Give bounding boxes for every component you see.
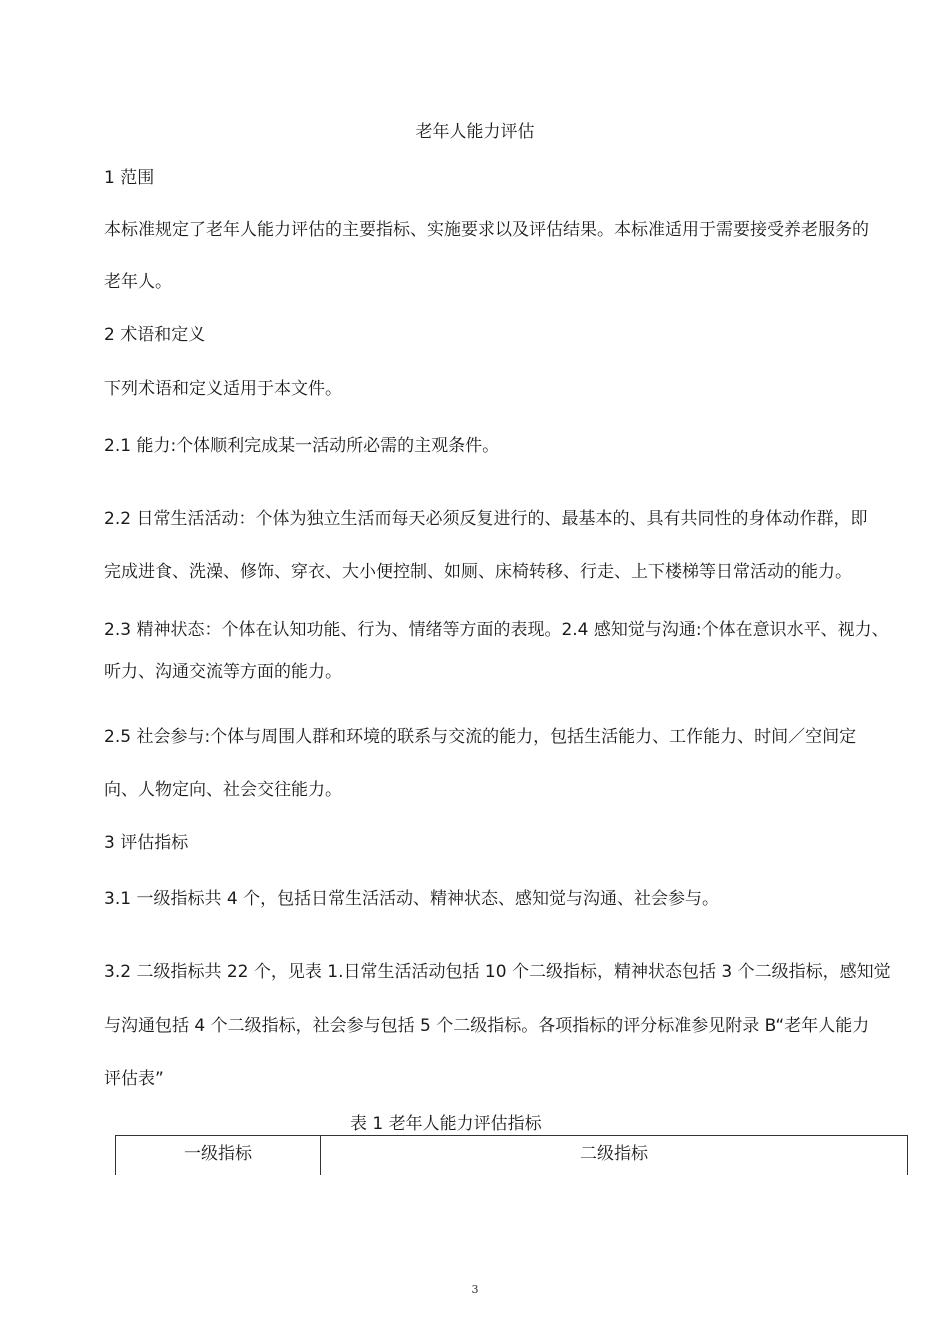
page-number: 3 — [471, 1283, 479, 1296]
item-3-1: 3.1 一级指标共 4 个，包括日常生活活动、精神状态、感知觉与沟通、社会参与。 — [104, 889, 720, 909]
definition-2-2: 2.2 日常生活活动：个体为独立生活而每天必须反复进行的、最基本的、具有共同性的身体动作群，即 — [104, 509, 868, 529]
paragraph-line: 评估表” — [104, 1069, 164, 1089]
table-header-primary: 一级指标 — [116, 1136, 321, 1175]
section-heading-terms: 2 术语和定义 — [104, 325, 206, 345]
definition-2-1: 2.1 能力:个体顺利完成某一活动所必需的主观条件。 — [104, 436, 500, 456]
definition-2-5: 2.5 社会参与:个体与周围人群和环境的联系与交流的能力，包括生活能力、工作能力、时间／空间定 — [104, 727, 857, 747]
paragraph-line: 听力、沟通交流等方面的能力。 — [104, 662, 342, 682]
table-caption: 表 1 老年人能力评估指标 — [350, 1114, 542, 1134]
paragraph-line: 完成进食、洗澡、修饰、穿衣、大小便控制、如厕、床椅转移、行走、上下楼梯等日常活动的能力。 — [104, 562, 852, 582]
item-3-2: 3.2 二级指标共 22 个，见表 1.日常生活活动包括 10 个二级指标，精神状态包括 3 个二级指标，感知觉 — [104, 962, 891, 982]
table-header-secondary: 二级指标 — [580, 1144, 648, 1164]
paragraph-line: 下列术语和定义适用于本文件。 — [104, 379, 342, 399]
paragraph-line: 与沟通包括 4 个二级指标，社会参与包括 5 个二级指标。各项指标的评分标准参见附录 B“老年人能力 — [104, 1016, 870, 1036]
paragraph-line: 老年人。 — [104, 272, 172, 292]
section-heading-indicators: 3 评估指标 — [104, 833, 189, 853]
paragraph-line: 本标准规定了老年人能力评估的主要指标、实施要求以及评估结果。本标准适用于需要接受养老服务的 — [104, 220, 869, 240]
definition-2-3: 2.3 精神状态：个体在认知功能、行为、情绪等方面的表现。2.4 感知觉与沟通:个体在意识水平、视力、 — [104, 620, 889, 640]
section-heading-scope: 1 范围 — [104, 168, 155, 188]
indicator-table — [115, 1135, 908, 1175]
document-title: 老年人能力评估 — [415, 122, 535, 142]
paragraph-line: 向、人物定向、社会交往能力。 — [104, 780, 342, 800]
